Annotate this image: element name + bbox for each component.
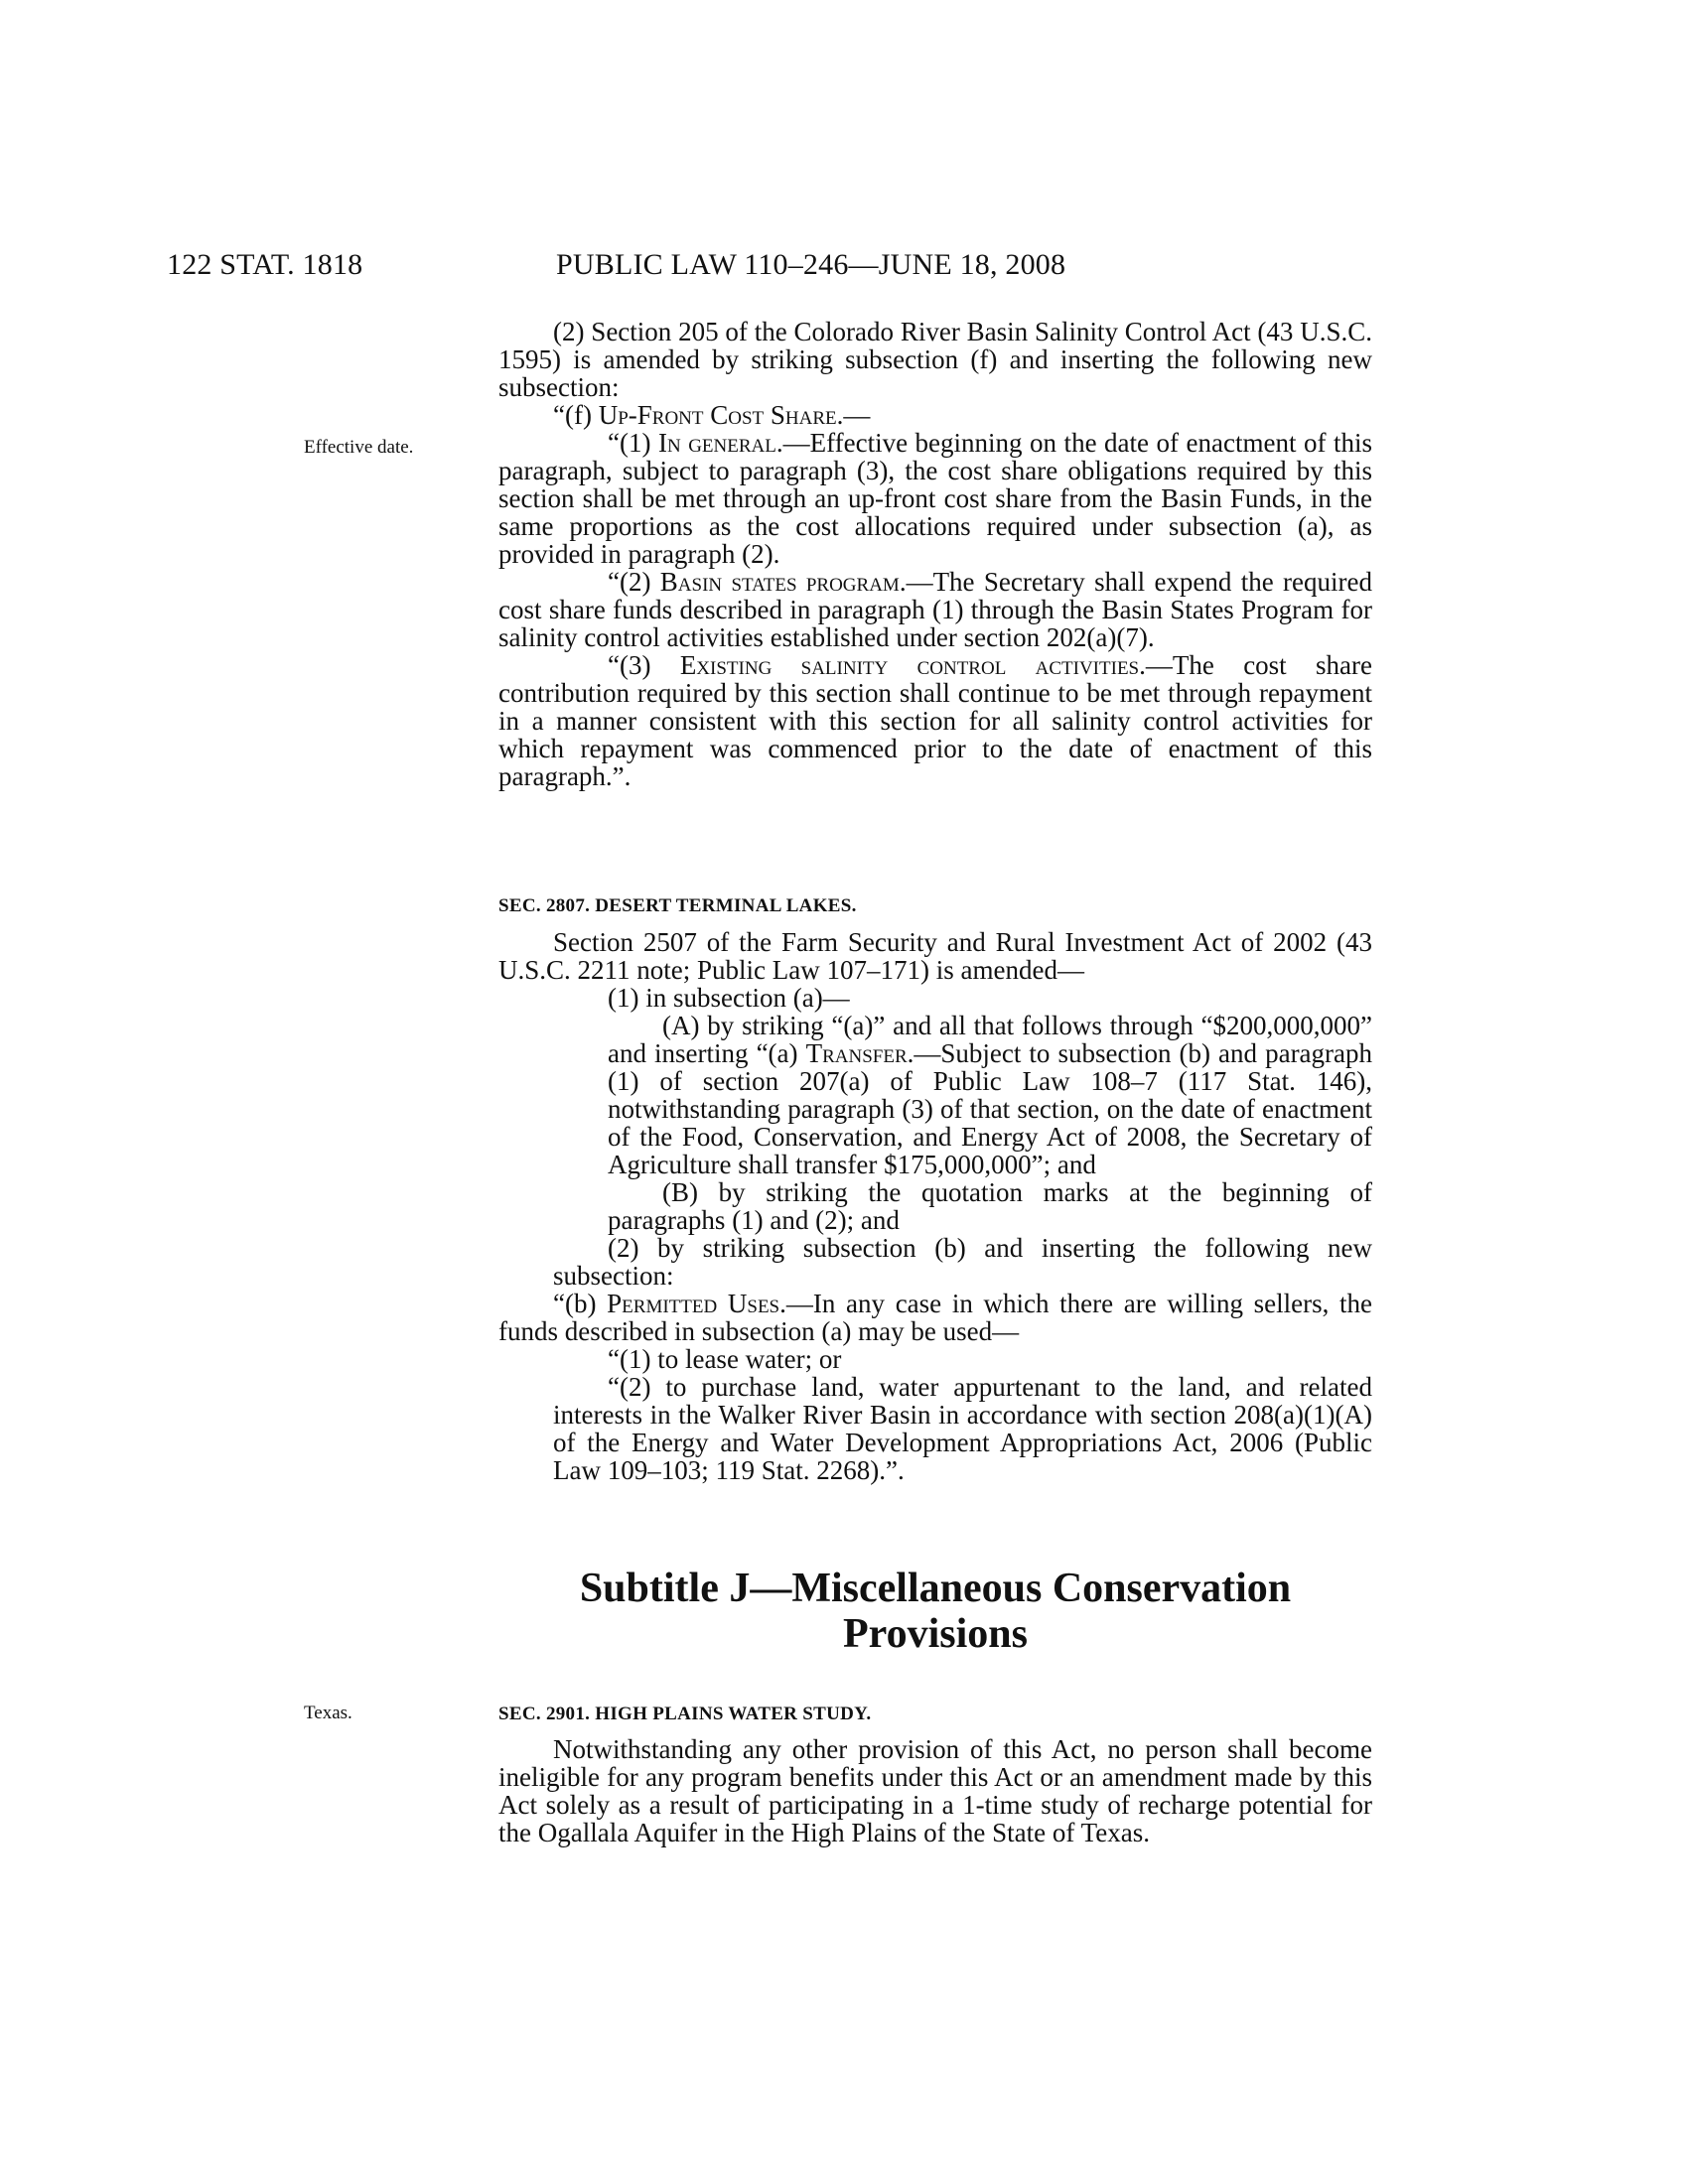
section-2901-text: Notwithstanding any other provision of this Act, no person shall become ineligible for any program benefits under this Act or an amendment made by this Act solely as a result of participating in a 1-time study of recharge potential for the Ogallala Aquifer in the High Plains of the State of Texas.: [498, 1734, 1372, 1847]
subsection-b1: “(1) to lease water; or: [608, 1344, 842, 1374]
subtitle-j-heading: Subtitle J—Miscellaneous Conservation Provisions: [579, 1566, 1292, 1657]
section-2807-heading: SEC. 2807. DESERT TERMINAL LAKES.: [498, 895, 857, 916]
margin-note-effective-date: Effective date.: [304, 437, 414, 458]
margin-note-texas: Texas.: [304, 1703, 352, 1723]
item-1: (1) in subsection (a)—: [608, 983, 850, 1013]
item-1B: (B) by striking the quotation marks at the beginning of paragraphs (1) and (2); and: [608, 1177, 1372, 1235]
amendment-section-205: [498, 318, 1372, 790]
item-2: (2) by striking subsection (b) and inserting the following new subsection:: [553, 1233, 1372, 1291]
section-2807-body: [498, 928, 1372, 1484]
paragraph-f1: “(1) In general.—Effective beginning on the date of enactment of this paragraph, subject to paragraph (3), the cost share obligations required by this section shall be met through an up-front cost share from the Basin Funds, in the same proportions as the cost allocations required under subsection (a), as provided in paragraph (2).: [498, 428, 1372, 569]
section-2901-heading: SEC. 2901. HIGH PLAINS WATER STUDY.: [498, 1704, 872, 1724]
stat-page-number: 122 STAT. 1818: [167, 248, 363, 281]
paragraph-f3: “(3) Existing salinity control activities.—The cost share contribution required by this section shall continue to be met through repayment in a manner consistent with this section for all salinity control activities for which repayment was commenced prior to the date of enactment of this paragraph.”.: [498, 650, 1372, 791]
subsection-f-heading: “(f) Up-Front Cost Share.—: [553, 400, 871, 430]
paragraph-f2: “(2) Basin states program.—The Secretary shall expend the required cost share funds described in paragraph (1) through the Basin States Program for salinity control activities established under section 202(a)(7).: [498, 567, 1372, 652]
paragraph-2: (2) Section 205 of the Colorado River Basin Salinity Control Act (43 U.S.C. 1595) is amended by striking subsection (f) and inserting the following new subsection:: [498, 317, 1372, 402]
law-title-header: PUBLIC LAW 110–246—JUNE 18, 2008: [556, 248, 1066, 281]
subsection-b: “(b) Permitted Uses.—In any case in which there are willing sellers, the funds described in subsection (a) may be used—: [498, 1289, 1373, 1346]
section-2807-intro: Section 2507 of the Farm Security and Rural Investment Act of 2002 (43 U.S.C. 2211 note; Public Law 107–171) is amended—: [498, 927, 1372, 985]
section-2901-body: [498, 1735, 1372, 1846]
item-1A: (A) by striking “(a)” and all that follows through “$200,000,000” and inserting “(a) Transfer.—Subject to subsection (b) and paragraph (1) of section 207(a) of Public Law 108–7 (117 Stat. 146), notwithstanding paragraph (3) of that section, on the date of enactment of the Food, Conservation, and Energy Act of 2008, the Secretary of Agriculture shall transfer $175,000,000”; and: [608, 1011, 1373, 1179]
subsection-b2: “(2) to purchase land, water appurtenant to the land, and related interests in the Walker River Basin in accordance with section 208(a)(1)(A) of the Energy and Water Development Appropriations Act, 2006 (Public Law 109–103; 119 Stat. 2268).”.: [553, 1372, 1372, 1485]
